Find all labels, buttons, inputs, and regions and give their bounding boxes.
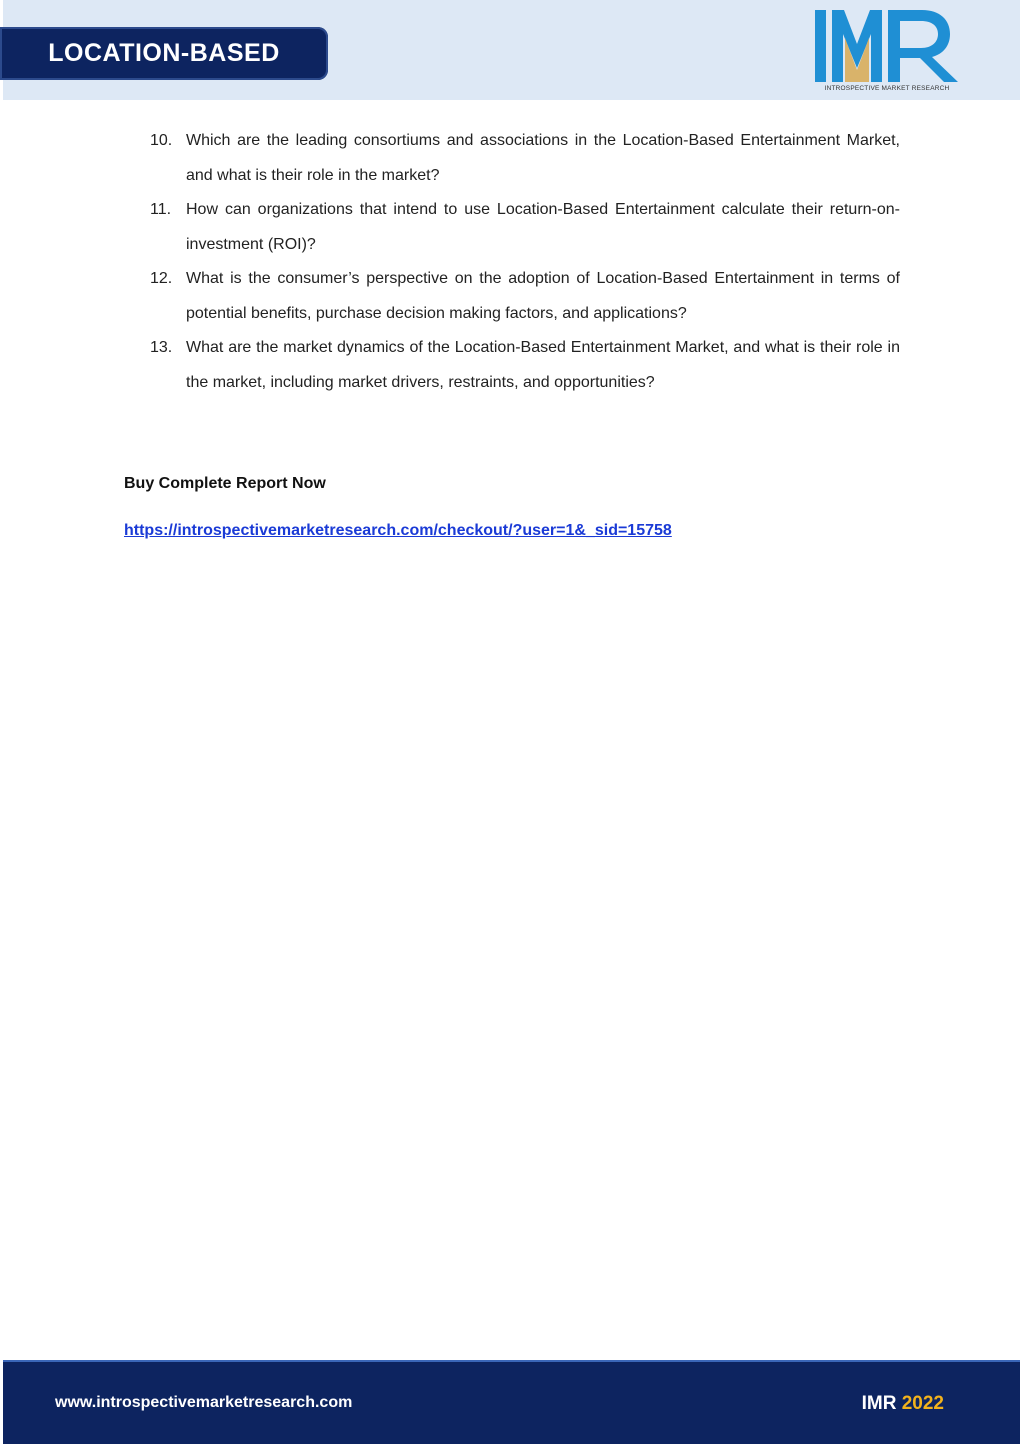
list-item-number: 10. [150,132,173,149]
question-list [150,124,900,400]
list-item-text: Which are the leading consortiums and associations in the Location-Based Entertainment Market, and what is their role in the market? [186,132,900,184]
footer-brand [862,1393,944,1415]
list-item-number: 13. [150,339,173,356]
footer-year: 2022 [901,1393,944,1414]
page-title: LOCATION-BASED [48,39,280,67]
list-item [150,331,900,400]
list-item-number: 12. [150,270,173,287]
footer [3,1360,1020,1444]
checkout-link[interactable]: https://introspectivemarketresearch.com/checkout/?user=1&_sid=15758 [124,522,672,539]
buy-report-heading: Buy Complete Report Now [124,475,326,492]
list-item-text: What are the market dynamics of the Location-Based Entertainment Market, and what is their role in the market, including market drivers, restraints, and opportunities? [186,339,900,391]
footer-brand-name: IMR [861,1393,897,1414]
list-item [150,262,900,331]
title-banner [0,27,328,80]
list-item-text: What is the consumer’s perspective on the adoption of Location-Based Entertainment in terms of potential benefits, purchase decision making factors, and applications? [186,270,900,322]
list-item [150,193,900,262]
list-item-number: 11. [150,201,172,218]
list-item-text: How can organizations that intend to use Location-Based Entertainment calculate their return-on-investment (ROI)? [186,201,900,253]
imr-logo-icon [812,10,962,84]
logo-caption: INTROSPECTIVE MARKET RESEARCH [824,85,950,92]
list-item [150,124,900,193]
footer-website: www.introspectivemarketresearch.com [55,1394,353,1411]
imr-logo [812,10,962,96]
